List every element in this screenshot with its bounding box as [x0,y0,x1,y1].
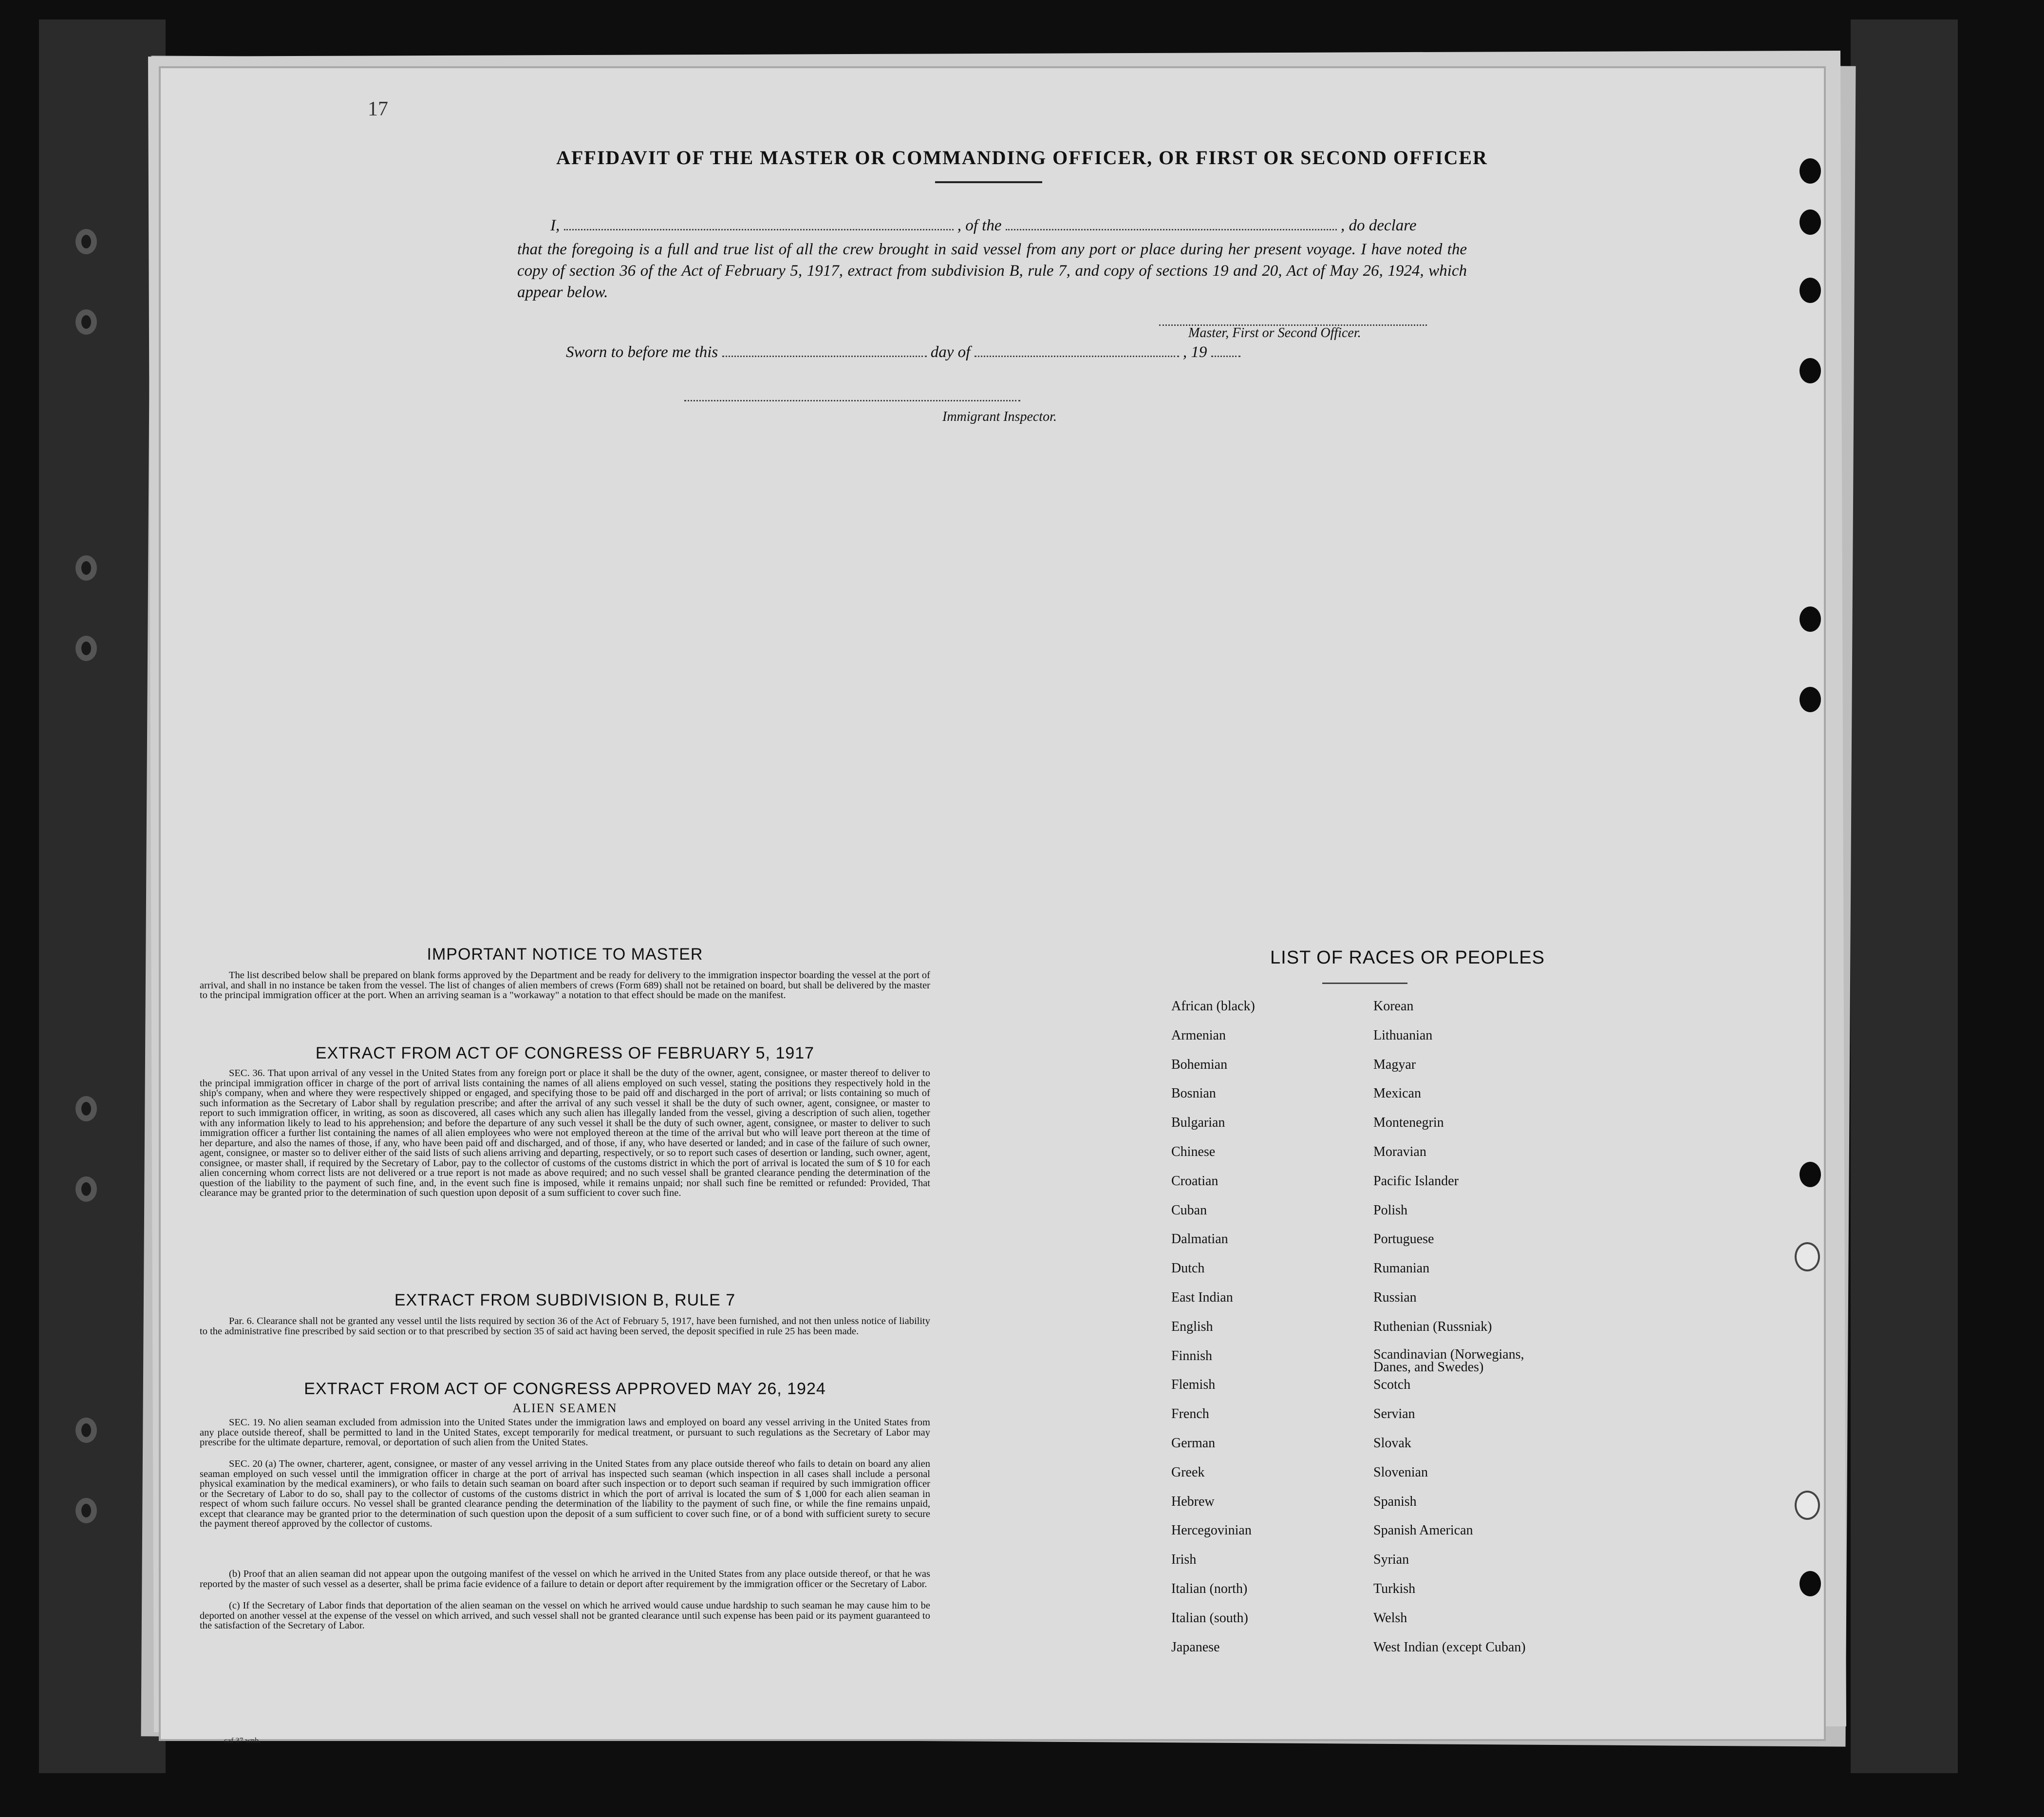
declaration-line [550,217,1416,235]
vessel-name-field[interactable] [1006,228,1337,230]
year-prefix: , 19 [1182,343,1207,361]
race-item: Bohemian [1171,1057,1228,1072]
sworn-day-field[interactable] [722,355,927,357]
extract-1917-text: SEC. 36. That upon arrival of any vessel in the United States from any foreign port or place it shall be the duty of the owner, agent, consignee, or master thereof to deliver to the principal immigration officer in charge of the port of arrival lists containing the names of all aliens employed on such vessel, stating the positions they respectively hold in the ship's company, when and where they were respectively shipped or engaged, and specifying those to be paid off and discharged in the port of arrival; or lists containing so much of such information as the Secretary of Labor shall by regulation prescribe; and after the arrival of any such vessel it shall be the duty of such owner, agent, consignee, or master to report to such immigration officer, in writing, as soon as discovered, all cases which any such alien has illegally landed from the vessel, giving a description of such alien, together with any information likely to lead to his apprehension; and before the departure of any such vessel it shall be the duty of such owner, agent, consignee, or master to deliver to such immigration officer a further list containing the names of all alien employees who were not employed thereon at the time of the arrival but who will leave port thereon at the time of her departure, and also the names of those, if any, who have been paid off and discharged, and of those, if any, who have deserted or landed; and in case of the failure of such owner, agent, consignee, or master so to deliver either of the said lists of such aliens arriving and departing, respectively, or so to report such cases of desertion or landing, such owner, agent, consignee, or master shall, if required by the Secretary of Labor, pay to the collector of customs of the customs district in which the port of arrival is located the sum of $ 10 for each alien concerning whom correct lists are not delivered or a true report is not made as above required; and no such vessel shall be granted clearance pending the determination of the question of the liability to the payment of such fine, and, in the event such fine is imposed, while it remains unpaid; nor shall such fine be remitted or refunded: Provided, That clearance may be granted prior to the determination of such question upon deposit of a sum sufficient to cover such fine. [200,1068,930,1198]
punch-hole [1800,687,1821,712]
punch-hole [75,229,97,254]
punch-hole [75,636,97,661]
race-item: Bosnian [1171,1086,1216,1101]
race-item: Japanese [1171,1639,1220,1655]
punch-hole [1800,1162,1821,1187]
punch-hole [1795,1491,1820,1520]
race-item: Greek [1171,1464,1205,1480]
affidavit-title: AFFIDAVIT OF THE MASTER OR COMMANDING OFFICER, OR FIRST OR SECOND OFFICER [556,147,1488,169]
punch-hole [1800,1571,1821,1596]
declarant-prefix: I, [550,217,560,234]
race-item: Syrian [1373,1552,1409,1568]
notice-heading: IMPORTANT NOTICE TO MASTER [427,945,703,964]
race-item: Lithuanian [1373,1027,1433,1043]
race-item: Servian [1373,1406,1415,1422]
race-item: Rumanian [1373,1261,1430,1276]
inspector-signature-field[interactable] [684,399,1020,401]
race-item: French [1171,1406,1209,1422]
race-item: Scandinavian (Norwegians, Danes, and Swedes) [1373,1346,1524,1375]
day-of-text: day of [930,343,971,361]
race-item: English [1171,1319,1213,1334]
race-item: Spanish American [1373,1523,1473,1538]
race-item: Magyar [1373,1057,1416,1072]
race-item: Chinese [1171,1144,1216,1159]
sec-19-text: SEC. 19. No alien seaman excluded from admission into the United States under the immigration laws and employed on board any vessel arriving in the United States from any place outside thereof, shall be permitted to land in the United States, except temporarily for medical treatment, or pursuant to such regulations as the Secretary of Labor may prescribe for the ultimate departure, removal, or deportation of such alien from the United States. [200,1417,930,1448]
race-item: Dalmatian [1171,1231,1228,1247]
race-item: Portuguese [1373,1231,1434,1247]
declare-text: , do declare [1340,217,1417,234]
master-signature-caption: Master, First or Second Officer. [1188,325,1361,341]
race-item: Polish [1373,1202,1408,1218]
scan-background-right [1851,19,1958,1773]
race-item: Russian [1373,1290,1417,1305]
punch-hole [75,1418,97,1443]
punch-hole [75,309,97,335]
race-item: African (black) [1171,999,1255,1014]
declarant-name-field[interactable] [564,228,954,230]
punch-hole [75,1498,97,1523]
race-item: Welsh [1373,1610,1407,1626]
punch-hole [1800,209,1821,235]
race-item: Spanish [1373,1494,1417,1509]
corner-handwritten-mark: 17 [368,98,388,120]
race-item: Irish [1171,1552,1197,1568]
race-item: Italian (south) [1171,1610,1248,1626]
sworn-month-field[interactable] [975,355,1179,357]
race-item: Korean [1373,999,1414,1014]
race-item: Croatian [1171,1173,1219,1189]
subdivision-b-heading: EXTRACT FROM SUBDIVISION B, RULE 7 [394,1291,736,1309]
vessel-prefix: , of the [957,217,1002,234]
race-item: Flemish [1171,1377,1216,1393]
alien-seamen-subheading: ALIEN SEAMEN [512,1401,618,1415]
punch-hole [1795,1242,1820,1271]
subdivision-b-text: Par. 6. Clearance shall not be granted any vessel until the lists required by section 36 of the Act of February 5, 1917, have been furnished, and not then unless notice of liability to the administrative fine prescribed by said section or to that prescribed by section 35 of said act having been served, the deposit specified in rule 25 has been made. [200,1316,930,1337]
affidavit-body: that the foregoing is a full and true list of all the crew brought in said vessel from any port or place during her present voyage. I have noted the copy of section 36 of the Act of February 5, 1917, extract from subdivision B, rule 7, and copy of sections 19 and 20, Act of May 26, 1924, which appear below. [517,241,1467,301]
race-item: East Indian [1171,1290,1233,1305]
punch-hole [75,1176,97,1202]
punch-hole [1800,278,1821,303]
punch-hole [1800,606,1821,632]
sworn-line [566,343,1240,361]
sec-20c-text: (c) If the Secretary of Labor finds that deportation of the alien seaman on the vessel on which he arrived would cause undue hardship to such seaman he may cause him to be deported on another vessel at the expense of the vessel on which arrived, and such vessel shall not be granted clearance until such expense has been paid or its payment guaranteed to the satisfaction of the Secretary of Labor. [200,1600,930,1631]
race-item: Hercegovinian [1171,1523,1252,1538]
inspector-signature-caption: Immigrant Inspector. [942,409,1057,424]
punch-hole [75,1096,97,1121]
form-footer-code: caf 37 wnb. [224,1737,261,1745]
race-item: Cuban [1171,1202,1207,1218]
title-underline [935,181,1042,183]
races-heading-rule [1322,983,1407,984]
race-item: Scotch [1373,1377,1411,1393]
races-list-heading: LIST OF RACES OR PEOPLES [1270,947,1545,968]
notice-text: The list described below shall be prepared on blank forms approved by the Department and be ready for delivery to the immigration inspector boarding the vessel at the port of arrival, and shall in no instance be taken from the vessel. The list of changes of alien members of crews (Form 689) shall not be retained on board, but shall be delivered by the master to the principal immigration officer at the port. When an arriving seaman is a "workaway" a notation to that effect should be made on the manifest. [200,970,930,1001]
race-item: Mexican [1373,1086,1421,1101]
punch-hole [75,555,97,581]
sworn-prefix: Sworn to before me this [566,343,718,361]
race-item: Turkish [1373,1581,1416,1596]
race-item: Armenian [1171,1027,1226,1043]
extract-1924-heading: EXTRACT FROM ACT OF CONGRESS APPROVED MAY 26, 1924 [304,1380,826,1398]
sworn-year-field[interactable] [1211,355,1240,357]
race-item: Pacific Islander [1373,1173,1459,1189]
race-item: Bulgarian [1171,1115,1225,1131]
race-item: Ruthenian (Russniak) [1373,1319,1492,1334]
punch-hole [1800,358,1821,383]
extract-1917-heading: EXTRACT FROM ACT OF CONGRESS OF FEBRUARY 5, 1917 [315,1044,815,1062]
race-item: Italian (north) [1171,1581,1248,1596]
race-item: Hebrew [1171,1494,1215,1509]
race-item: Slovak [1373,1436,1411,1451]
race-item: West Indian (except Cuban) [1373,1639,1526,1655]
race-item: Montenegrin [1373,1115,1444,1131]
race-item: Finnish [1171,1348,1213,1363]
race-item: Moravian [1373,1144,1426,1159]
sec-20a-text: SEC. 20 (a) The owner, charterer, agent, consignee, or master of any vessel arriving in the United States from any place outside thereof who fails to detain on board any alien seaman employed on such vessel until the immigration officer in charge at the port of arrival has inspected such seaman (which inspection in all cases shall include a personal physical examination by the medical examiners), or who fails to detain such seaman on board after such inspection or to deport such seaman if required by such immigration officer or the Secretary of Labor to do so, shall pay to the collector of customs of the customs district in which the port of arrival is located the sum of $ 1,000 for each alien seaman in respect of whom such failure occurs. No vessel shall be granted clearance pending the determination of the liability to the payment of such fine, or while the fine remains unpaid, except that clearance may be granted prior to the determination of such question upon the deposit of a sum sufficient to cover such fine, or of a bond with sufficient surety to secure the payment thereof approved by the collector of customs. [200,1458,930,1529]
sec-20b-text: (b) Proof that an alien seaman did not appear upon the outgoing manifest of the vessel on which he arrived in the United States from any place outside thereof, or that he was reported by the master of such vessel as a deserter, shall be prima facie evidence of a failure to detain or deport after requirement by the immigration officer or the Secretary of Labor. [200,1569,930,1590]
race-item: Dutch [1171,1261,1205,1276]
race-item: German [1171,1436,1216,1451]
race-item: Slovenian [1373,1464,1428,1480]
